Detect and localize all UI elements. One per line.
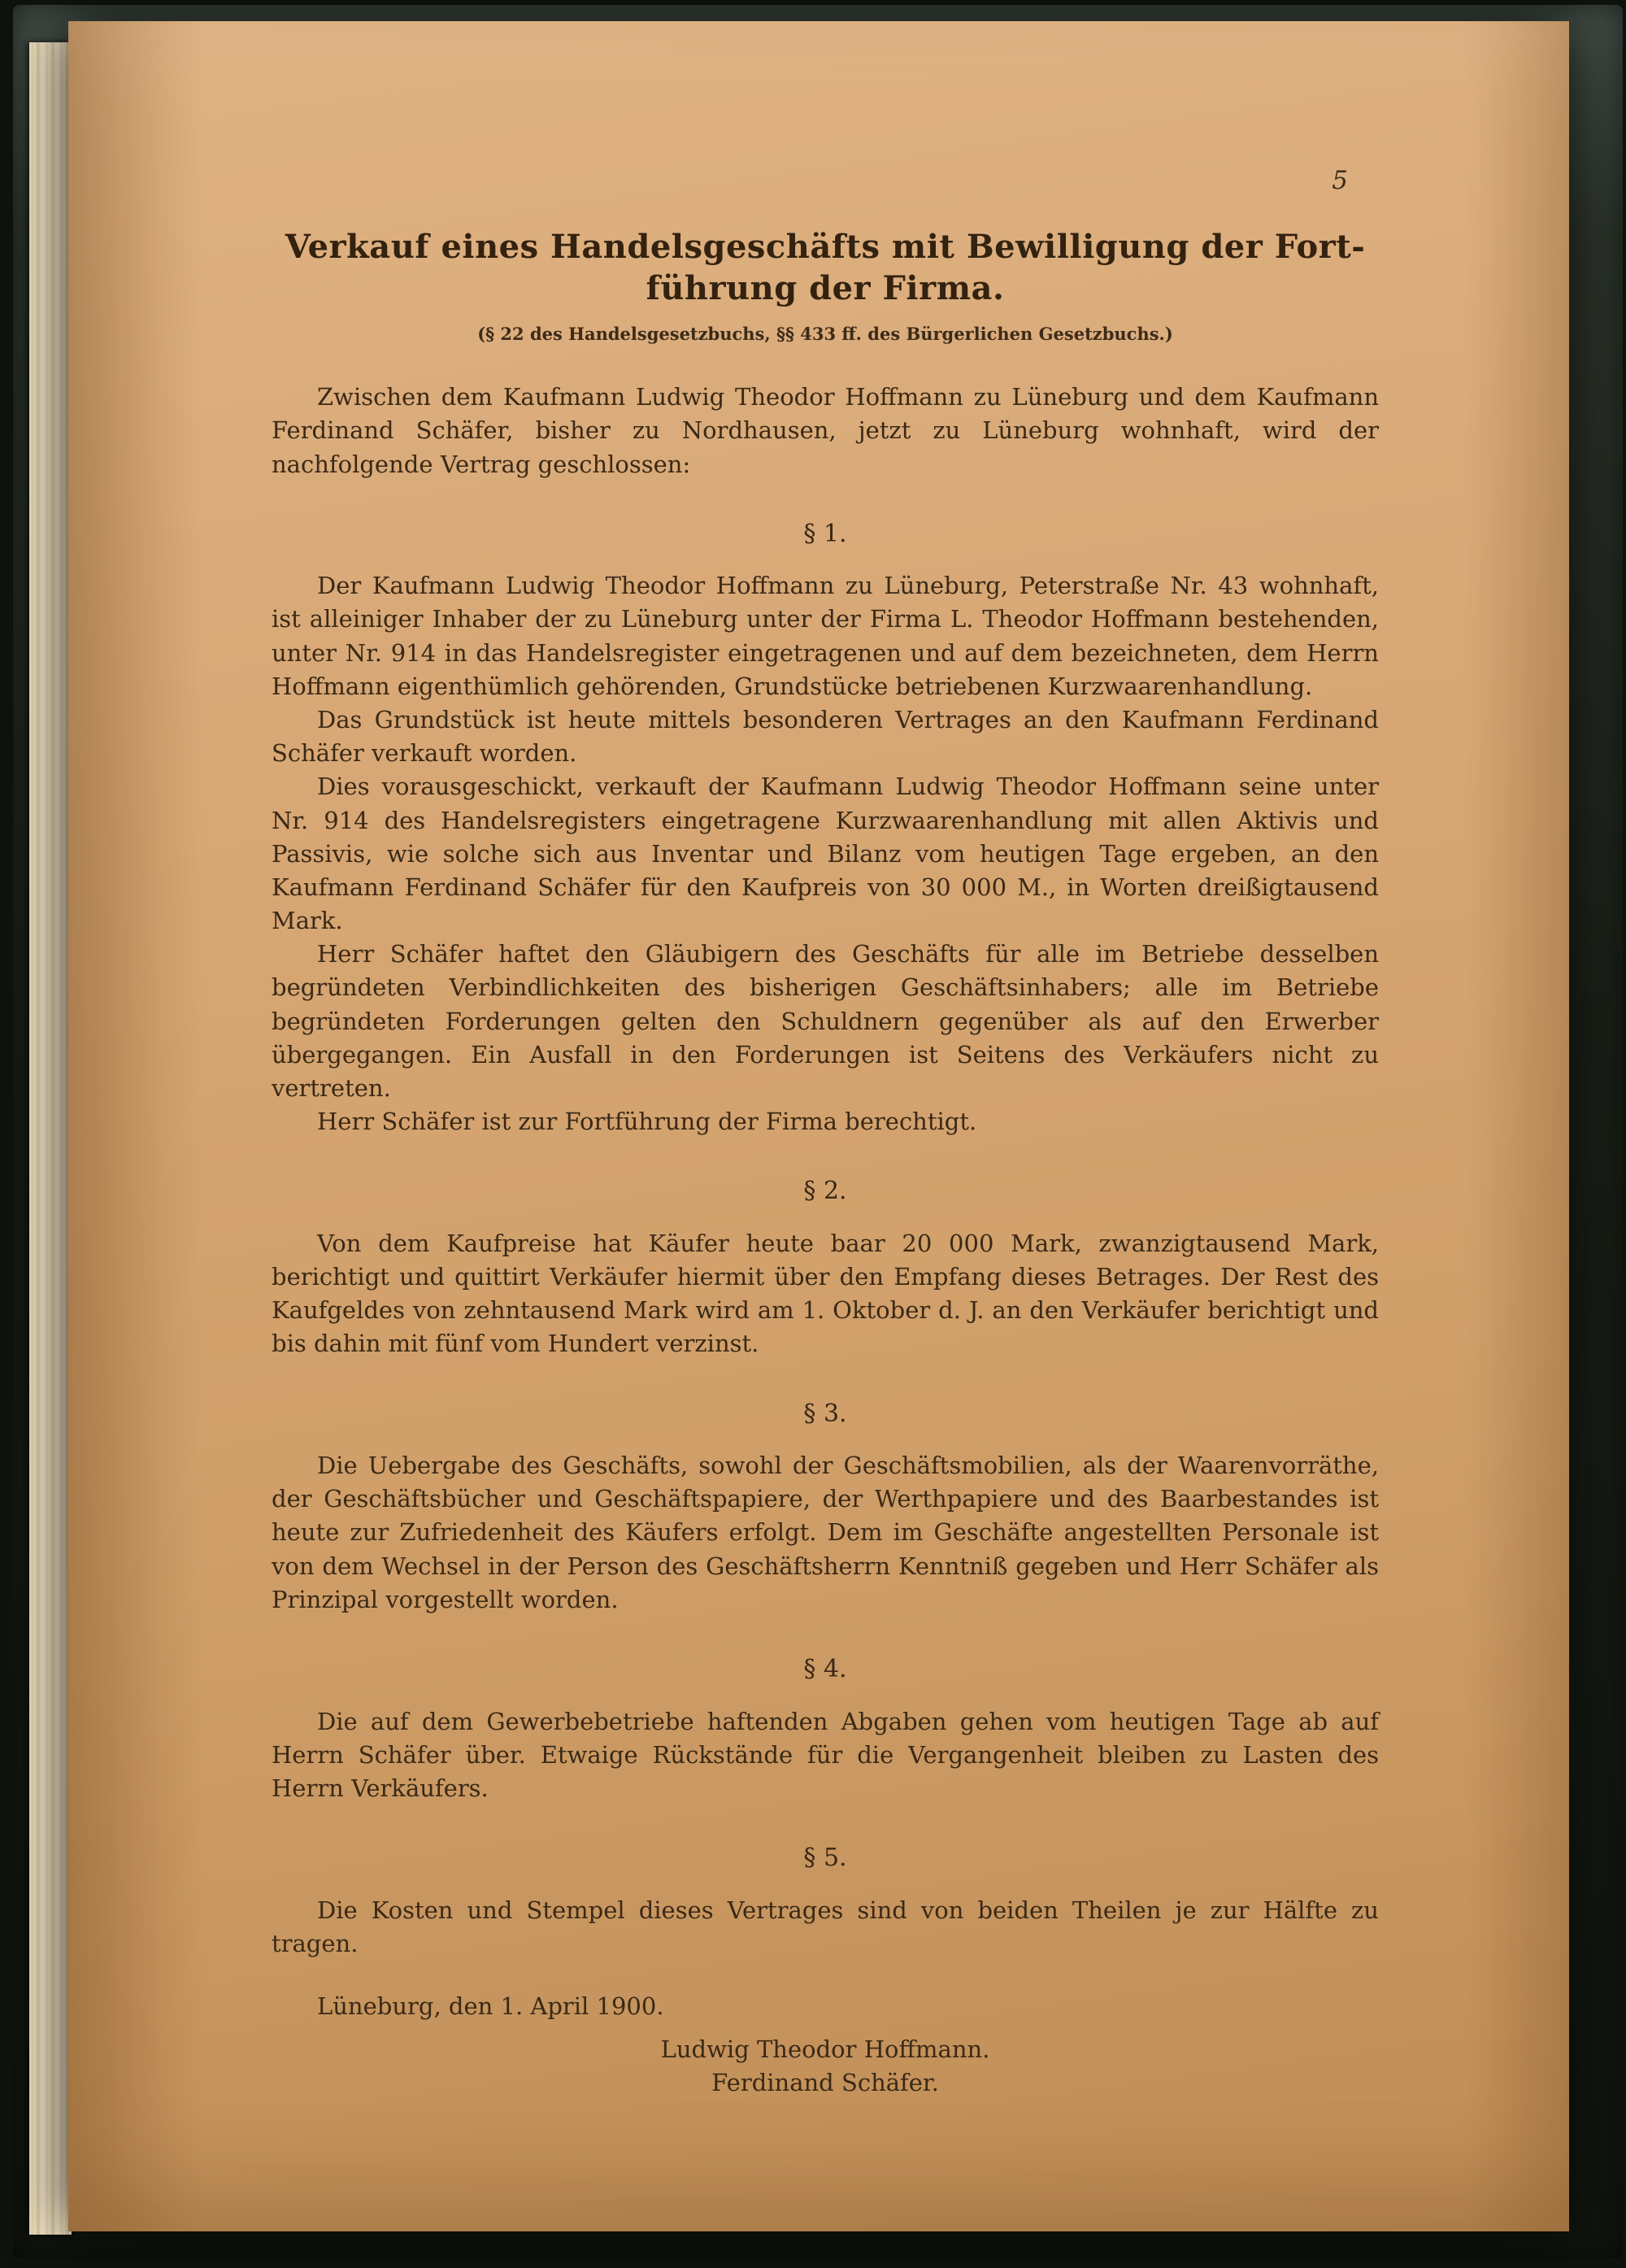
signature-1: Ludwig Theodor Hoffmann.: [660, 2035, 990, 2064]
section-heading: § 4.: [803, 1654, 847, 1683]
title-line-1: Verkauf eines Handelsgeschäfts mit Bewilligung der Fort-: [285, 228, 1366, 266]
paragraph: Die Uebergabe des Geschäfts, sowohl der Geschäftsmobilien, als der Waarenvorräthe, der Geschäftsbücher und Geschäftspapiere, der Werthpapiere und des Baarbestandes ist heute zur Zufriedenheit des Käufers erfolgt. Dem im Geschäfte angestellten Personale ist von dem Wechsel in der Person des Geschäftsherrn Kenntniß gegeben und Herr Schäfer als Prinzipal vorgestellt worden.: [272, 1452, 1379, 1613]
document-subtitle: (§ 22 des Handelsgesetzbuchs, §§ 433 ff. des Bürgerlichen Gesetzbuchs.): [477, 324, 1173, 345]
section-1: [272, 517, 1379, 1139]
page-content: [272, 21, 1379, 2100]
paragraph: Herr Schäfer haftet den Gläubigern des Geschäfts für alle im Betriebe desselben begründeten Verbindlichkeiten des bisherigen Geschäftsinhabers; alle im Betriebe begründeten Forderungen gelten den Schuldnern gegenüber als auf den Erwerber übergegangen. Ein Ausfall in den Forderungen ist Seitens des Verkäufers nicht zu vertreten.: [272, 940, 1379, 1102]
intro-paragraph: Zwischen dem Kaufmann Ludwig Theodor Hoffmann zu Lüneburg und dem Kaufmann Ferdinand Schäfer, bisher zu Nordhausen, jetzt zu Lüneburg wohnhaft, wird der nachfolgende Vertrag geschlossen:: [272, 383, 1379, 478]
paragraph: Die auf dem Gewerbebetriebe haftenden Abgaben gehen vom heutigen Tage ab auf Herrn Schäfer über. Etwaige Rückstände für die Vergangenheit bleiben zu Lasten des Herrn Verkäufers.: [272, 1707, 1379, 1802]
section-heading: § 2.: [803, 1177, 847, 1206]
section-heading: § 3.: [803, 1399, 847, 1428]
page-number: 5: [1332, 166, 1348, 195]
paragraph: Der Kaufmann Ludwig Theodor Hoffmann zu Lüneburg, Peterstraße Nr. 43 wohnhaft, ist alleiniger Inhaber der zu Lüneburg unter der Firma L. Theodor Hoffmann bestehenden, unter Nr. 914 in das Handelsregister eingetragenen und auf dem bezeichneten, dem Herrn Hoffmann eigenthümlich gehörenden, Grundstücke betriebenen Kurzwaarenhandlung.: [272, 572, 1379, 700]
section-4: [272, 1652, 1379, 1805]
paragraph: Dies vorausgeschickt, verkauft der Kaufmann Ludwig Theodor Hoffmann seine unter Nr. 914 des Handelsregisters eingetragene Kurzwaarenhandlung mit allen Aktivis und Passivis, wie solche sich aus Inventar und Bilanz vom heutigen Tage ergeben, an den Kaufmann Ferdinand Schäfer für den Kaufpreis von 30 000 M., in Worten dreißigtausend Mark.: [272, 773, 1379, 935]
paragraph: Die Kosten und Stempel dieses Vertrages sind von beiden Theilen je zur Hälfte zu tragen.: [272, 1896, 1379, 1957]
dateline: Lüneburg, den 1. April 1900.: [317, 1992, 664, 2020]
section-heading: § 5.: [803, 1844, 847, 1873]
paragraph: Das Grundstück ist heute mittels besonderen Vertrages an den Kaufmann Ferdinand Schäfer verkauft worden.: [272, 705, 1379, 768]
section-heading: § 1.: [803, 519, 847, 548]
document-title: [272, 226, 1379, 309]
section-5: [272, 1841, 1379, 1961]
paragraph: Von dem Kaufpreise hat Käufer heute baar 20 000 Mark, zwanzigtausend Mark, berichtigt und quittirt Verkäufer hiermit über den Empfang dieses Betrages. Der Rest des Kaufgeldes von zehntausend Mark wird am 1. Oktober d. J. an den Verkäufer berichtigt und bis dahin mit fünf vom Hundert verzinst.: [272, 1229, 1379, 1358]
signature-2: Ferdinand Schäfer.: [711, 2069, 939, 2097]
title-line-2: führung der Firma.: [646, 269, 1005, 308]
section-3: [272, 1397, 1379, 1617]
section-2: [272, 1174, 1379, 1360]
paragraph: Herr Schäfer ist zur Fortführung der Firma berechtigt.: [317, 1108, 977, 1136]
page-edge-stack: [29, 42, 72, 2235]
signature-block: [272, 2033, 1379, 2100]
document-page: [68, 21, 1569, 2231]
